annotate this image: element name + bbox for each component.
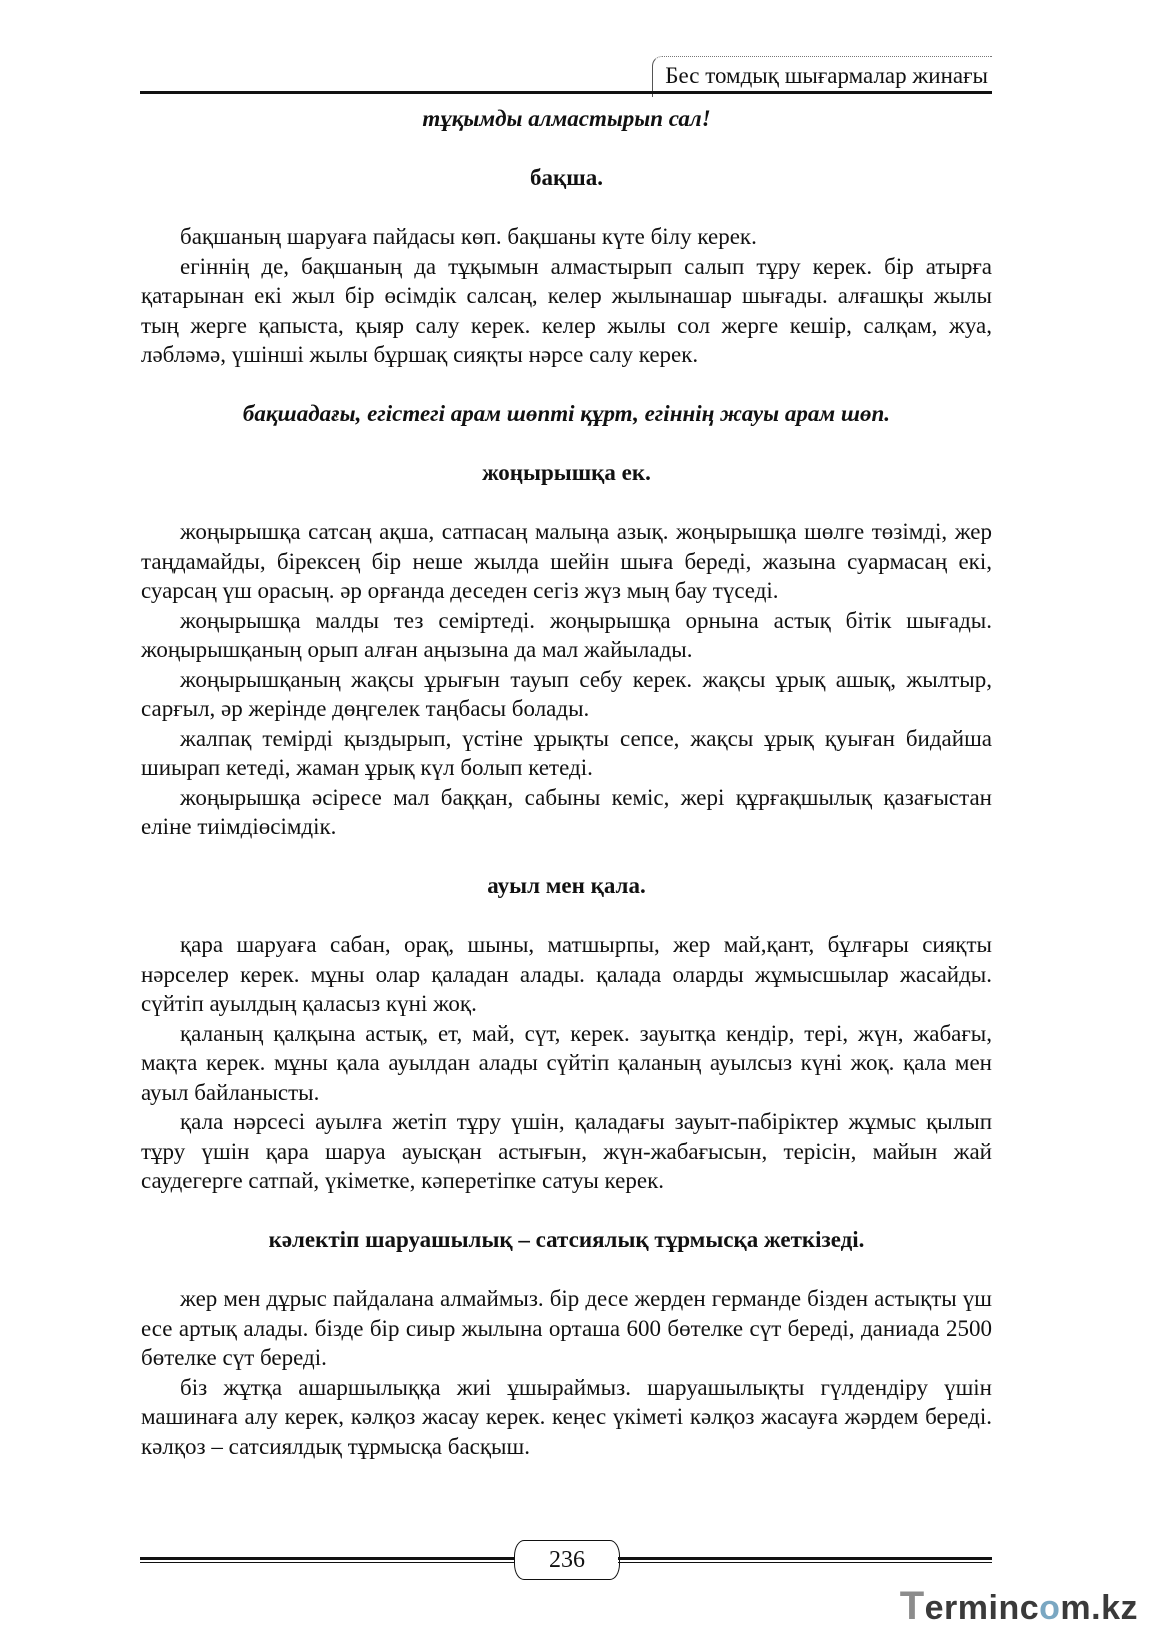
section-heading: бақша. <box>530 165 603 190</box>
paragraph: жоңырышқа сатсаң ақша, сатпасаң малыңа азық. жоңырышқа шөлге төзімді, жер таңдамайды, бірексең бір неше жылда шейін шыға береді, жазына суармасаң екі, суарсаң үш орасың. әр орғанда деседен сегіз жүз мың бау түседі. <box>141 519 992 603</box>
section-heading: жоңырышқа ек. <box>482 460 651 485</box>
header-rule <box>140 91 992 94</box>
running-head-title: Бес томдық шығармалар жинағы <box>652 56 992 97</box>
paragraph: қара шаруаға сабан, орақ, шыны, матшырпы, жер май,қант, бұлғары сияқты нәрселер керек. мұны олар қаладан алады. қалада оларды жұмысшылар жасайды. сүйтіп ауылдың қаласыз күні жоқ. <box>141 932 992 1016</box>
paragraph: жоңырышқа малды тез семіртеді. жоңырышқа орнына астық бітік шығады. жоңырышқаның орып алған аңызына да мал жайылады. <box>141 607 992 662</box>
paragraph: жалпақ темірді қыздырып, үстіне ұрықты сепсе, жақсы ұрық қуыған бидайша шиырап кетеді, жаман ұрық күл болып кетеді. <box>141 725 992 780</box>
paragraph: қала нәрсесі ауылға жетіп тұру үшін, қаладағы зауыт-пабіріктер жұмыс қылып тұру үшін қара шаруа ауысқан астығын, жүн-жабағысын, терісін, майын жай саудегерге сатпай, үкіметке, кәперетіпке сатуы керек. <box>141 1109 992 1193</box>
paragraph: егіннің де, бақшаның да тұқымын алмастырып салып тұру керек. бір атырға қатарынан екі жыл бір өсімдік салсаң, келер жылынашар шығады. алғашқы жылы тың жерге қапыста, қыяр салу керек. келер жылы сол жерге кешір, салқам, жуа, ләбләмә, үшінші жылы бұршақ сияқты нәрсе салу керек. <box>141 253 992 367</box>
footer-rule-left <box>140 1557 514 1563</box>
page-footer <box>140 1540 992 1584</box>
watermark-logo <box>900 1584 1138 1629</box>
footer-rule-right <box>618 1557 992 1563</box>
paragraph: бақшаның шаруаға пайдасы көп. бақшаны күте білу керек. <box>180 224 757 249</box>
page-number: 236 <box>514 1540 620 1580</box>
watermark-logo-t: T <box>899 1584 925 1628</box>
magnifier-icon: o <box>1039 1589 1061 1627</box>
section-heading: кәлектіп шаруашылық – сатсиялық тұрмысқа жеткізеді. <box>268 1227 865 1252</box>
paragraph: біз жұтқа ашаршылыққа жиі ұшыраймыз. шаруашылықты гүлдендіру үшін машинаға алу керек, кәлқоз жасау керек. кеңес үкіметі кәлқоз жасауға жәрдем береді. кәлқоз – сатсиялдық тұрмысқа басқыш. <box>141 1374 992 1459</box>
page-body <box>141 104 992 1461</box>
paragraph: жоңырышқаның жақсы ұрығын тауып себу керек. жақсы ұрық ашық, жылтыр, сарғыл, әр жерінде дөңгелек таңбасы болады. <box>141 666 992 721</box>
running-head <box>140 56 992 96</box>
paragraph: қаланың қалқына астық, ет, май, сүт, керек. зауытқа кендір, тері, жүн, жабағы, мақта керек. мұны қала ауылдан алады сүйтіп қаланың ауылсыз күні жоқ. қала мен ауыл байланысты. <box>141 1020 992 1105</box>
section-heading: ауыл мен қала. <box>487 873 646 898</box>
paragraph: жер мен дұрыс пайдалана алмаймыз. бір десе жерден германде бізден астықты үш есе артық алады. бізде бір сиыр жылына орташа 600 бөтелке сүт береді, даниада 2500 бөтелке сүт береді. <box>141 1286 992 1370</box>
watermark-logo-a: erminc <box>924 1589 1040 1627</box>
watermark-logo-b: m.kz <box>1060 1589 1138 1627</box>
paragraph: жоңырышқа әсіресе мал баққан, сабыны кеміс, жері құрғақшылық қазағыстан еліне тиімдіөсімдік. <box>141 784 992 839</box>
section-heading: бақшадағы, егістегі арам шөпті құрт, егіннің жауы арам шөп. <box>242 401 891 426</box>
section-heading: тұқымды алмастырып сал! <box>422 106 711 131</box>
